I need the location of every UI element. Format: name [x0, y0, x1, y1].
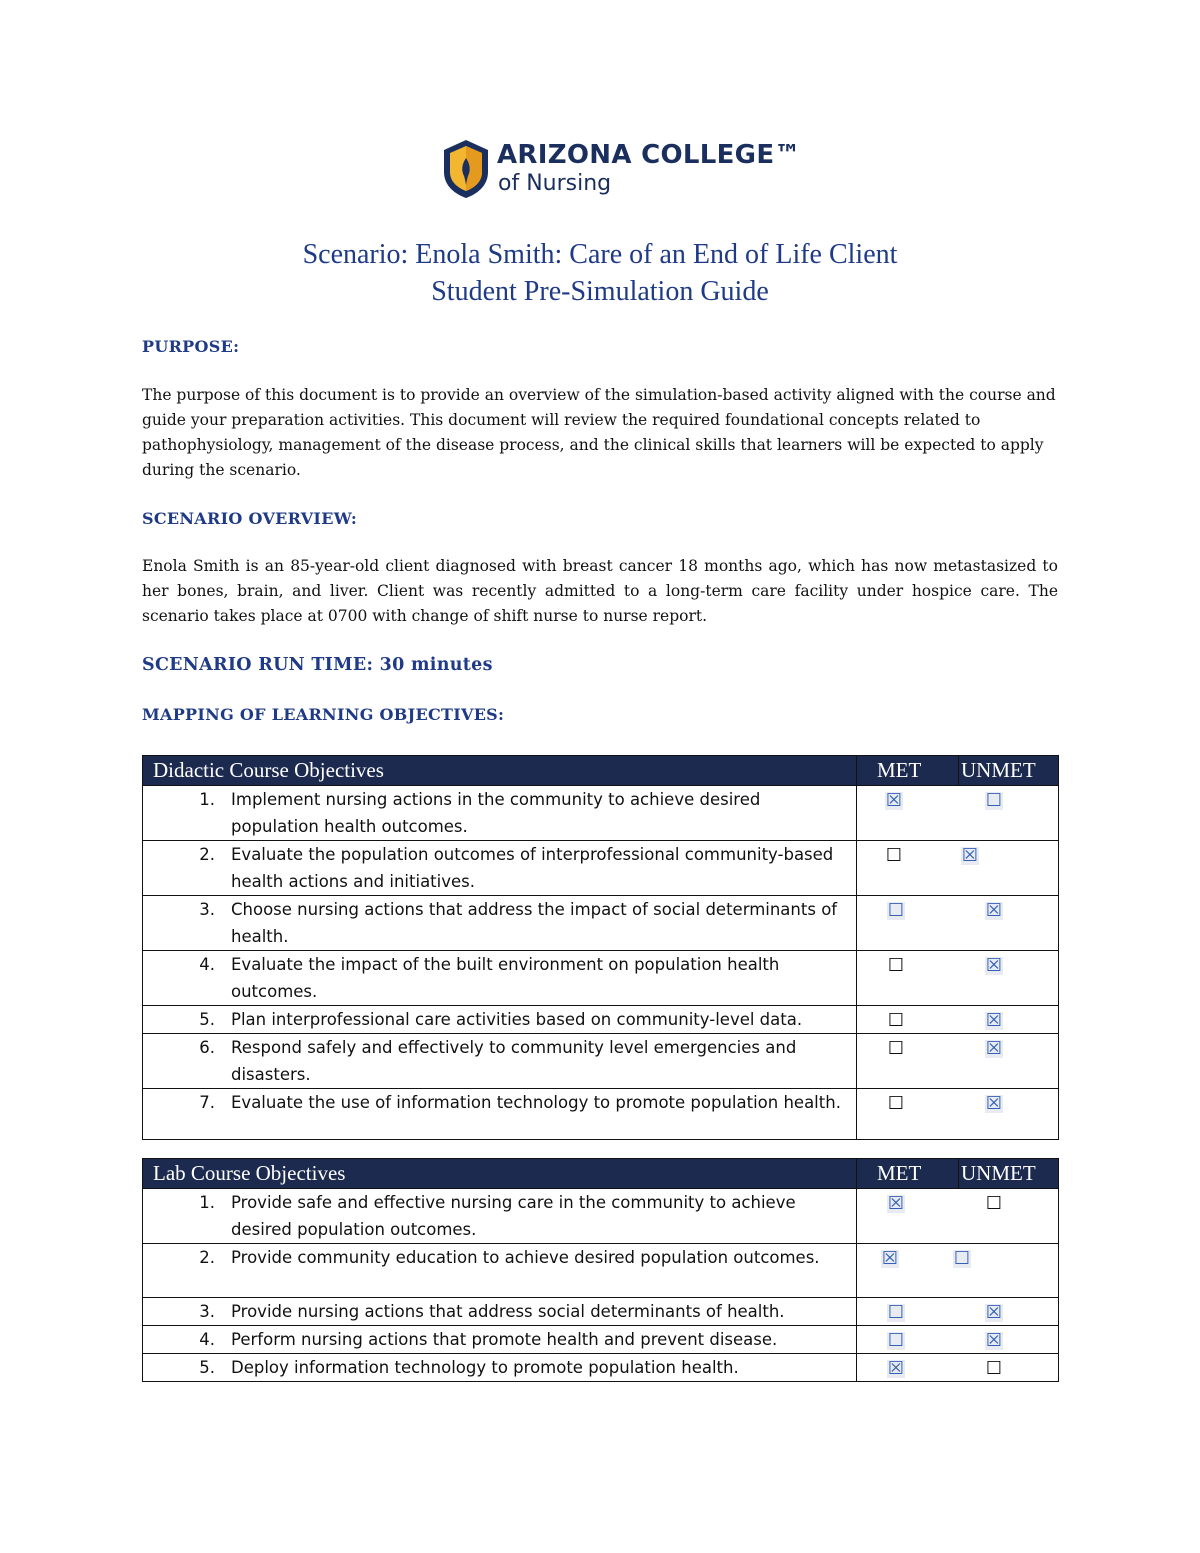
objective-cell [143, 1326, 857, 1354]
table-header-row [143, 1159, 1059, 1189]
objective-cell [143, 841, 857, 896]
objective-text: Evaluate the impact of the built environment on population health outcomes. [231, 955, 780, 1001]
objective-text: Respond safely and effectively to community level emergencies and disasters. [231, 1038, 797, 1084]
table-row [143, 896, 1059, 951]
met-unchecked-checkbox[interactable]: ☐ [885, 845, 903, 866]
objective-number: 5. [199, 1010, 215, 1029]
met-column-header: MET [857, 1159, 959, 1189]
unmet-checked-checkbox[interactable]: ☒ [985, 1330, 1003, 1351]
objective-item [143, 1034, 856, 1088]
objective-item [143, 1089, 856, 1116]
table-row [143, 786, 1059, 841]
table-row [143, 1006, 1059, 1034]
status-cell [857, 896, 1059, 951]
objective-text: Deploy information technology to promote population health. [231, 1358, 739, 1377]
document-title: Scenario: Enola Smith: Care of an End of Life Client [302, 239, 898, 270]
purpose-heading: PURPOSE: [142, 337, 240, 356]
unmet-checked-checkbox[interactable]: ☒ [985, 1010, 1003, 1031]
shield-logo-icon [441, 138, 491, 200]
unmet-unchecked-checkbox[interactable]: ☐ [985, 1358, 1003, 1379]
objective-text: Provide community education to achieve desired population outcomes. [231, 1248, 820, 1267]
table-header-row [143, 756, 1059, 786]
objective-item [143, 1326, 856, 1353]
table-row [143, 1354, 1059, 1382]
status-cell [857, 951, 1059, 1006]
unmet-column-header: UNMET [959, 756, 1059, 786]
status-cell [857, 786, 1059, 841]
status-cell [857, 1089, 1059, 1140]
objective-number: 6. [199, 1038, 215, 1057]
unmet-column-header: UNMET [959, 1159, 1059, 1189]
objective-text: Provide nursing actions that address social determinants of health. [231, 1302, 785, 1321]
objective-cell [143, 1189, 857, 1244]
unmet-checked-checkbox[interactable]: ☒ [961, 845, 979, 866]
table-row [143, 1326, 1059, 1354]
met-unchecked-checkbox[interactable]: ☐ [887, 1093, 905, 1114]
objective-text: Perform nursing actions that promote health and prevent disease. [231, 1330, 778, 1349]
objective-item [143, 951, 856, 1005]
unmet-checked-checkbox[interactable]: ☒ [985, 900, 1003, 921]
met-unchecked-checkbox[interactable]: ☐ [887, 900, 905, 921]
met-unchecked-checkbox[interactable]: ☐ [887, 1330, 905, 1351]
objective-item [143, 896, 856, 950]
met-checked-checkbox[interactable]: ☒ [887, 1193, 905, 1214]
status-cell [857, 841, 1059, 896]
objective-cell [143, 1006, 857, 1034]
runtime-heading: SCENARIO RUN TIME: 30 minutes [142, 655, 493, 675]
unmet-unchecked-checkbox[interactable]: ☐ [953, 1248, 971, 1269]
lab-header: Lab Course Objectives [143, 1159, 857, 1189]
unmet-checked-checkbox[interactable]: ☒ [985, 1093, 1003, 1114]
overview-heading: SCENARIO OVERVIEW: [142, 509, 358, 528]
objective-number: 2. [199, 1248, 215, 1267]
table-row [143, 1089, 1059, 1140]
status-cell [857, 1189, 1059, 1244]
objective-item [143, 1244, 856, 1271]
logo-title: ARIZONA COLLEGE™ [497, 140, 801, 170]
met-unchecked-checkbox[interactable]: ☐ [887, 1038, 905, 1059]
objective-cell [143, 1354, 857, 1382]
met-column-header: MET [857, 756, 959, 786]
objective-cell [143, 1034, 857, 1089]
objective-text: Choose nursing actions that address the impact of social determinants of health. [231, 900, 838, 946]
met-unchecked-checkbox[interactable]: ☐ [887, 1302, 905, 1323]
overview-text: Enola Smith is an 85-year-old client diagnosed with breast cancer 18 months ago, which has now metastasized to her bones, brain, and liver. Client was recently admitted to a long-term care facility under hospice care. The scenario takes place at 0700 with change of shift nurse to nurse report. [142, 557, 1058, 625]
table-row [143, 1244, 1059, 1298]
objective-item [143, 841, 856, 895]
met-unchecked-checkbox[interactable]: ☐ [887, 955, 905, 976]
objective-item [143, 1006, 856, 1033]
objective-cell [143, 951, 857, 1006]
objective-number: 3. [199, 900, 215, 919]
objective-text: Implement nursing actions in the community to achieve desired population health outcomes. [231, 790, 761, 836]
table-row [143, 841, 1059, 896]
unmet-checked-checkbox[interactable]: ☒ [985, 955, 1003, 976]
didactic-objectives-table [142, 755, 1059, 1140]
status-cell [857, 1006, 1059, 1034]
status-cell [857, 1034, 1059, 1089]
status-cell [857, 1326, 1059, 1354]
objective-number: 3. [199, 1302, 215, 1321]
objective-text: Evaluate the population outcomes of interprofessional community-based health actions and initiatives. [231, 845, 834, 891]
objective-text: Provide safe and effective nursing care in the community to achieve desired population outcomes. [231, 1193, 796, 1239]
college-logo [441, 138, 801, 202]
met-checked-checkbox[interactable]: ☒ [885, 790, 903, 811]
table-row [143, 1298, 1059, 1326]
status-cell [857, 1244, 1059, 1298]
objective-item [143, 1354, 856, 1381]
objective-text: Evaluate the use of information technology to promote population health. [231, 1093, 841, 1112]
objective-number: 7. [199, 1093, 215, 1112]
objective-number: 1. [199, 1193, 215, 1212]
purpose-text: The purpose of this document is to provide an overview of the simulation-based activity aligned with the course and guide your preparation activities. This document will review the required foundational concepts related to pathophysiology, management of the disease process, and the clinical skills that learners will be expected to apply during the scenario. [142, 386, 1056, 479]
status-cell [857, 1298, 1059, 1326]
objective-number: 2. [199, 845, 215, 864]
objective-cell [143, 786, 857, 841]
lab-objectives-table [142, 1158, 1059, 1382]
mapping-heading: MAPPING OF LEARNING OBJECTIVES: [142, 705, 505, 724]
document-subtitle: Student Pre-Simulation Guide [431, 276, 769, 307]
unmet-unchecked-checkbox[interactable]: ☐ [985, 1193, 1003, 1214]
objective-item [143, 786, 856, 840]
table-row [143, 1034, 1059, 1089]
didactic-header: Didactic Course Objectives [143, 756, 857, 786]
objective-cell [143, 1089, 857, 1140]
unmet-checked-checkbox[interactable]: ☒ [985, 1302, 1003, 1323]
met-unchecked-checkbox[interactable]: ☐ [887, 1010, 905, 1031]
logo-subtitle: of Nursing [498, 171, 612, 196]
objective-cell [143, 896, 857, 951]
objective-text: Plan interprofessional care activities based on community-level data. [231, 1010, 803, 1029]
objective-cell [143, 1244, 857, 1298]
objective-number: 5. [199, 1358, 215, 1377]
status-cell [857, 1354, 1059, 1382]
unmet-checked-checkbox[interactable]: ☒ [985, 1038, 1003, 1059]
table-row [143, 951, 1059, 1006]
objective-cell [143, 1298, 857, 1326]
objective-number: 4. [199, 1330, 215, 1349]
objective-number: 1. [199, 790, 215, 809]
objective-number: 4. [199, 955, 215, 974]
met-checked-checkbox[interactable]: ☒ [887, 1358, 905, 1379]
objective-item [143, 1298, 856, 1325]
unmet-unchecked-checkbox[interactable]: ☐ [985, 790, 1003, 811]
met-checked-checkbox[interactable]: ☒ [881, 1248, 899, 1269]
table-row [143, 1189, 1059, 1244]
objective-item [143, 1189, 856, 1243]
